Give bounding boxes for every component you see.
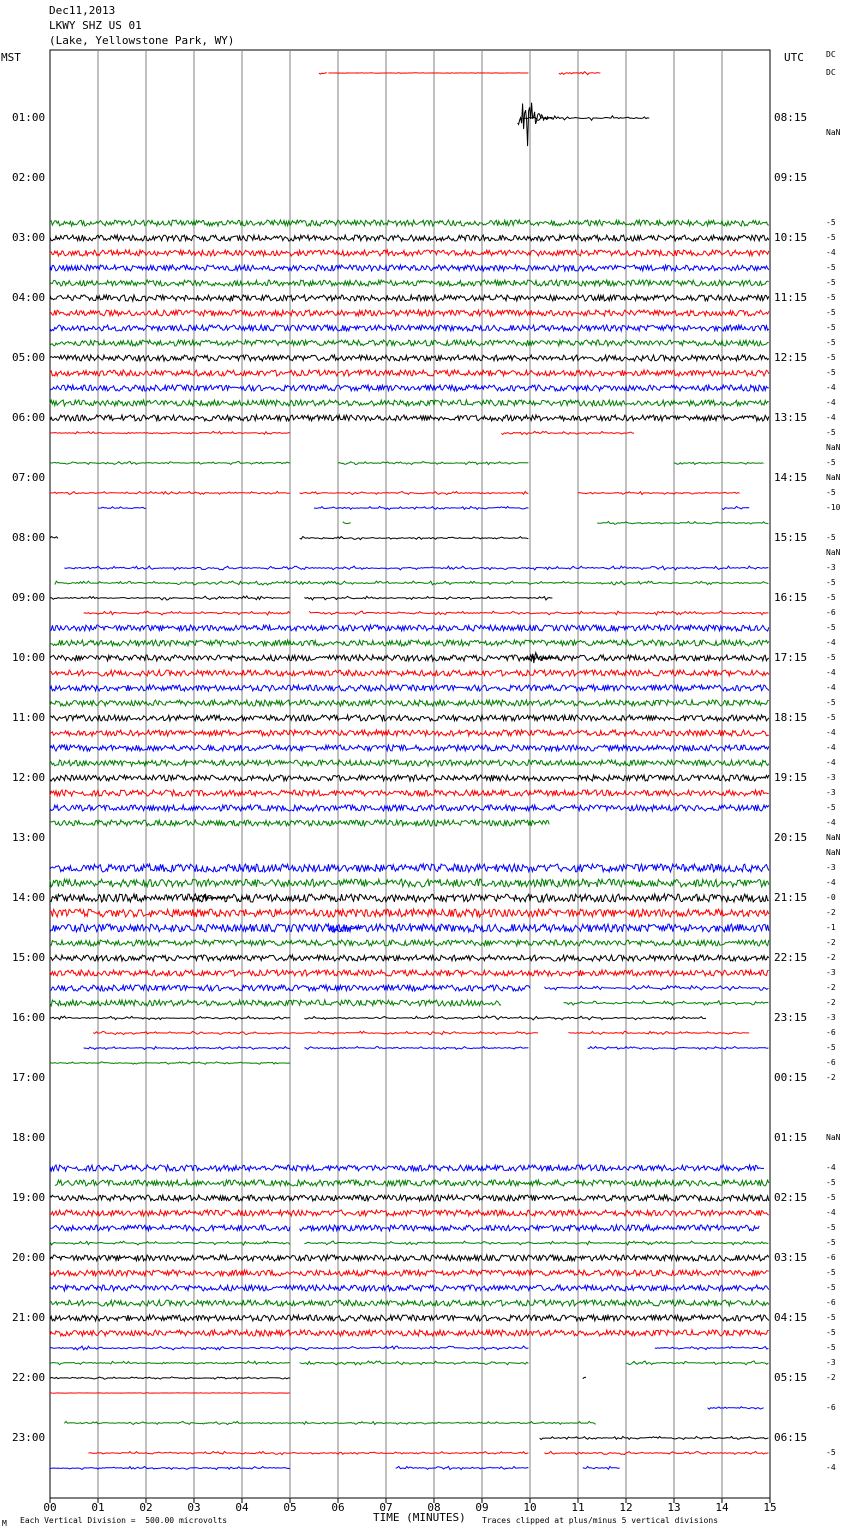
trace-segment [50, 909, 769, 917]
row-value: -5 [826, 293, 836, 302]
trace-segment [304, 1241, 768, 1245]
trace-segment [50, 1467, 290, 1470]
hour-label-utc: 08:15 [774, 111, 808, 124]
trace-segment [50, 596, 290, 600]
hour-label-utc: 04:15 [774, 1311, 808, 1324]
trace-segment [50, 1195, 769, 1201]
trace-segment [84, 1047, 290, 1050]
trace-segment [50, 415, 769, 421]
trace-segment [50, 820, 549, 826]
hour-label-mst: 10:00 [12, 651, 46, 664]
hour-label-utc: 18:15 [774, 711, 808, 724]
row-value: -5 [826, 713, 836, 722]
row-value: NaN [826, 473, 841, 482]
trace-segment [50, 970, 769, 976]
row-value: -5 [826, 278, 836, 287]
trace-segment [50, 940, 769, 946]
row-value: -5 [826, 218, 836, 227]
trace-segment [55, 581, 769, 585]
row-value: -4 [826, 818, 836, 827]
x-tick-label: 09 [475, 1501, 489, 1514]
row-value: -4 [826, 743, 836, 752]
row-value: -5 [826, 233, 836, 242]
trace-segment [50, 491, 290, 494]
trace-segment [583, 1377, 586, 1378]
trace-segment [50, 220, 769, 226]
trace-segment [50, 1361, 290, 1365]
trace-segment [50, 1285, 769, 1291]
hour-label-mst: 16:00 [12, 1011, 46, 1024]
trace-segment [50, 700, 769, 706]
row-value: NaN [826, 833, 841, 842]
row-value: -4 [826, 383, 836, 392]
trace-segment [50, 461, 290, 464]
hour-label-utc: 19:15 [774, 771, 808, 784]
hour-label-mst: 14:00 [12, 891, 46, 904]
trace-segment [50, 431, 290, 434]
trace-segment [328, 73, 528, 74]
row-value: -2 [826, 938, 836, 947]
row-value: -5 [826, 1238, 836, 1247]
plot-date: Dec11,2013 [49, 4, 116, 17]
row-value: -10 [826, 503, 841, 512]
trace-segment [300, 1361, 529, 1365]
row-value: -5 [826, 1448, 836, 1457]
row-value: -2 [826, 1373, 836, 1382]
row-value: -4 [826, 878, 836, 887]
trace-segment [84, 611, 290, 615]
row-value: -6 [826, 1058, 836, 1067]
station-location: (Lake, Yellowstone Park, WY) [49, 34, 235, 47]
timezone-label-left: MST [1, 51, 21, 64]
trace-segment [50, 355, 769, 361]
trace-segment [300, 1225, 760, 1231]
trace-segment [50, 1346, 528, 1350]
hour-label-utc: 17:15 [774, 651, 808, 664]
hour-label-mst: 07:00 [12, 471, 46, 484]
hour-label-mst: 04:00 [12, 291, 46, 304]
row-value: -3 [826, 1013, 836, 1022]
trace-segment [300, 492, 529, 495]
x-tick-label: 03 [187, 1501, 201, 1514]
hour-label-utc: 12:15 [774, 351, 808, 364]
trace-segment [523, 116, 649, 121]
trace-segment [722, 506, 749, 509]
hour-label-utc: 11:15 [774, 291, 808, 304]
trace-segment [50, 924, 769, 932]
trace-segment [50, 1016, 290, 1020]
trace-segment [708, 1407, 764, 1409]
trace-segment [655, 1347, 769, 1350]
row-value: -3 [826, 1358, 836, 1367]
row-value: -2 [826, 998, 836, 1007]
hour-label-utc: 22:15 [774, 951, 808, 964]
row-value: -3 [826, 563, 836, 572]
row-value: -6 [826, 1253, 836, 1262]
row-value: -5 [826, 368, 836, 377]
trace-segment [50, 655, 769, 661]
hour-label-utc: 05:15 [774, 1371, 808, 1384]
row-value: -5 [826, 1043, 836, 1052]
trace-segment [50, 775, 769, 781]
row-value: -5 [826, 323, 836, 332]
trace-segment [309, 611, 768, 615]
clip-note: Traces clipped at plus/minus 5 vertical divisions [482, 1516, 719, 1525]
hour-label-mst: 23:00 [12, 1431, 46, 1444]
row-value: -3 [826, 773, 836, 782]
hour-label-mst: 08:00 [12, 531, 46, 544]
hour-label-utc: 15:15 [774, 531, 808, 544]
row-value: -5 [826, 803, 836, 812]
hour-label-mst: 12:00 [12, 771, 46, 784]
trace-segment [50, 1300, 769, 1306]
trace-segment [50, 864, 769, 872]
trace-segment [50, 760, 769, 766]
row-value: -6 [826, 1028, 836, 1037]
row-value: -4 [826, 1463, 836, 1472]
hour-label-utc: 10:15 [774, 231, 808, 244]
trace-segment [50, 640, 769, 646]
row-value: -0 [826, 893, 836, 902]
trace-segment [50, 1062, 290, 1064]
trace-segment [50, 1330, 769, 1336]
hour-label-utc: 13:15 [774, 411, 808, 424]
row-value: -5 [826, 1223, 836, 1232]
trace-segment [50, 745, 769, 751]
row-value: -4 [826, 248, 836, 257]
trace-segment [55, 1180, 769, 1186]
trace-segment [50, 295, 769, 301]
trace-segment [50, 1377, 290, 1379]
row-value: -5 [826, 428, 836, 437]
x-tick-label: 00 [43, 1501, 57, 1514]
trace-segment [50, 370, 769, 376]
row-value: -2 [826, 908, 836, 917]
row-value: -3 [826, 968, 836, 977]
trace-segment [50, 1210, 769, 1216]
trace-segment [50, 625, 769, 631]
trace-segment [64, 566, 768, 570]
x-tick-label: 02 [139, 1501, 153, 1514]
row-value: -5 [826, 338, 836, 347]
hour-label-utc: 09:15 [774, 171, 808, 184]
hour-label-mst: 09:00 [12, 591, 46, 604]
hour-label-mst: 05:00 [12, 351, 46, 364]
row-value: -5 [826, 1328, 836, 1337]
x-tick-label: 05 [283, 1501, 297, 1514]
trace-segment [50, 1225, 290, 1231]
x-tick-label: 06 [331, 1501, 345, 1514]
x-tick-label: 08 [427, 1501, 441, 1514]
row-value: -5 [826, 578, 836, 587]
hour-label-mst: 19:00 [12, 1191, 46, 1204]
trace-segment [343, 522, 351, 524]
trace-segment [50, 1393, 290, 1394]
x-tick-label: 11 [571, 1501, 585, 1514]
trace-segment [50, 325, 769, 331]
hour-label-mst: 21:00 [12, 1311, 46, 1324]
trace-segment [396, 1466, 529, 1469]
row-value: NaN [826, 848, 841, 857]
trace-segment [50, 1241, 290, 1245]
row-value: -4 [826, 758, 836, 767]
row-value: -5 [826, 653, 836, 662]
hour-label-mst: 03:00 [12, 231, 46, 244]
row-value: -5 [826, 263, 836, 272]
row-value: -1 [826, 923, 836, 932]
seismic-event [518, 103, 553, 146]
row-value: -5 [826, 1313, 836, 1322]
row-value: -5 [826, 1193, 836, 1202]
hour-label-utc: 03:15 [774, 1251, 808, 1264]
row-value: NaN [826, 443, 841, 452]
row-value: -4 [826, 1208, 836, 1217]
row-value: -5 [826, 623, 836, 632]
hour-label-utc: 14:15 [774, 471, 808, 484]
row-value: -4 [826, 413, 836, 422]
trace-segment [50, 235, 769, 241]
hour-label-mst: 11:00 [12, 711, 46, 724]
x-tick-label: 07 [379, 1501, 393, 1514]
trace-segment [93, 1031, 538, 1034]
hour-label-mst: 06:00 [12, 411, 46, 424]
row-value: -5 [826, 593, 836, 602]
hour-label-utc: 21:15 [774, 891, 808, 904]
trace-segment [50, 805, 769, 811]
hour-label-mst: 13:00 [12, 831, 46, 844]
trace-segment [304, 596, 552, 600]
hour-label-mst: 01:00 [12, 111, 46, 124]
row-value: -5 [826, 353, 836, 362]
trace-segment [338, 462, 528, 465]
row-value: -6 [826, 1298, 836, 1307]
x-tick-label: 04 [235, 1501, 249, 1514]
trace-segment [50, 385, 769, 391]
timezone-label-right: UTC [784, 51, 804, 64]
trace-segment [50, 685, 769, 691]
hour-label-mst: 15:00 [12, 951, 46, 964]
hour-label-mst: 22:00 [12, 1371, 46, 1384]
row-value: NaN [826, 548, 841, 557]
row-value: -5 [826, 1283, 836, 1292]
x-tick-label: 10 [523, 1501, 537, 1514]
station-code: LKWY SHZ US 01 [49, 19, 142, 32]
trace-segment [50, 400, 769, 406]
hour-label-mst: 17:00 [12, 1071, 46, 1084]
row-value: NaN [826, 1133, 841, 1142]
hour-label-mst: 20:00 [12, 1251, 46, 1264]
hour-label-utc: 20:15 [774, 831, 808, 844]
row-value: -5 [826, 533, 836, 542]
hour-label-utc: 23:15 [774, 1011, 808, 1024]
trace-segment [314, 506, 528, 509]
row-value: -4 [826, 668, 836, 677]
trace-segment [583, 1467, 620, 1470]
trace-segment [597, 522, 768, 525]
trace-segment [674, 462, 764, 464]
trace-segment [50, 537, 58, 539]
trace-segment [588, 1047, 769, 1050]
trace-segment [540, 1436, 769, 1439]
trace-segment [50, 670, 769, 676]
hour-label-utc: 06:15 [774, 1431, 808, 1444]
trace-segment [64, 1421, 595, 1424]
trace-segment [300, 537, 529, 540]
row-value: -2 [826, 1073, 836, 1082]
row-value: -3 [826, 863, 836, 872]
row-value: -4 [826, 638, 836, 647]
row-value: -4 [826, 683, 836, 692]
row-value: -3 [826, 788, 836, 797]
trace-segment [50, 310, 769, 316]
corner-mark: M [2, 1519, 7, 1528]
dc-label: DC [826, 50, 836, 59]
row-value: -6 [826, 1403, 836, 1412]
row-value: DC [826, 68, 836, 77]
x-tick-label: 15 [763, 1501, 777, 1514]
x-tick-label: 14 [715, 1501, 729, 1514]
row-value: -4 [826, 728, 836, 737]
trace-segment [304, 1016, 706, 1020]
trace-segment [50, 955, 769, 961]
trace-segment [50, 1255, 769, 1261]
trace-segment [50, 250, 769, 256]
row-value: -5 [826, 488, 836, 497]
row-value: -2 [826, 953, 836, 962]
row-value: -5 [826, 308, 836, 317]
trace-segment [50, 894, 769, 902]
trace-segment [578, 492, 740, 495]
trace-segment [50, 280, 769, 286]
row-value: NaN [826, 128, 841, 137]
trace-segment [319, 73, 327, 74]
trace-segment [50, 1165, 764, 1171]
trace-segment [50, 730, 769, 736]
hour-label-utc: 01:15 [774, 1131, 808, 1144]
row-value: -6 [826, 608, 836, 617]
trace-segment [50, 790, 769, 796]
x-axis-title: TIME (MINUTES) [373, 1511, 466, 1524]
hour-label-mst: 02:00 [12, 171, 46, 184]
trace-segment [50, 1315, 769, 1321]
row-value: -5 [826, 698, 836, 707]
trace-segment [501, 431, 634, 434]
row-value: -4 [826, 398, 836, 407]
scale-note: Each Vertical Division = 500.00 microvolts [20, 1516, 228, 1525]
row-value: -5 [826, 458, 836, 467]
trace-segment [626, 1361, 768, 1365]
hour-label-utc: 00:15 [774, 1071, 808, 1084]
hour-label-utc: 16:15 [774, 591, 808, 604]
trace-segment [50, 1270, 769, 1276]
hour-label-utc: 02:15 [774, 1191, 808, 1204]
row-value: -5 [826, 1268, 836, 1277]
x-tick-label: 01 [91, 1501, 105, 1514]
x-tick-label: 13 [667, 1501, 681, 1514]
trace-segment [50, 340, 769, 346]
row-value: -5 [826, 1178, 836, 1187]
row-value: -4 [826, 1163, 836, 1172]
row-value: -2 [826, 983, 836, 992]
hour-label-mst: 18:00 [12, 1131, 46, 1144]
trace-segment [50, 715, 769, 721]
x-tick-label: 12 [619, 1501, 633, 1514]
trace-segment [559, 72, 601, 75]
trace-segment [564, 1001, 769, 1006]
trace-segment [98, 507, 146, 509]
trace-segment [88, 1452, 528, 1455]
row-value: -5 [826, 1343, 836, 1352]
trace-segment [50, 879, 769, 887]
trace-segment [50, 265, 769, 271]
